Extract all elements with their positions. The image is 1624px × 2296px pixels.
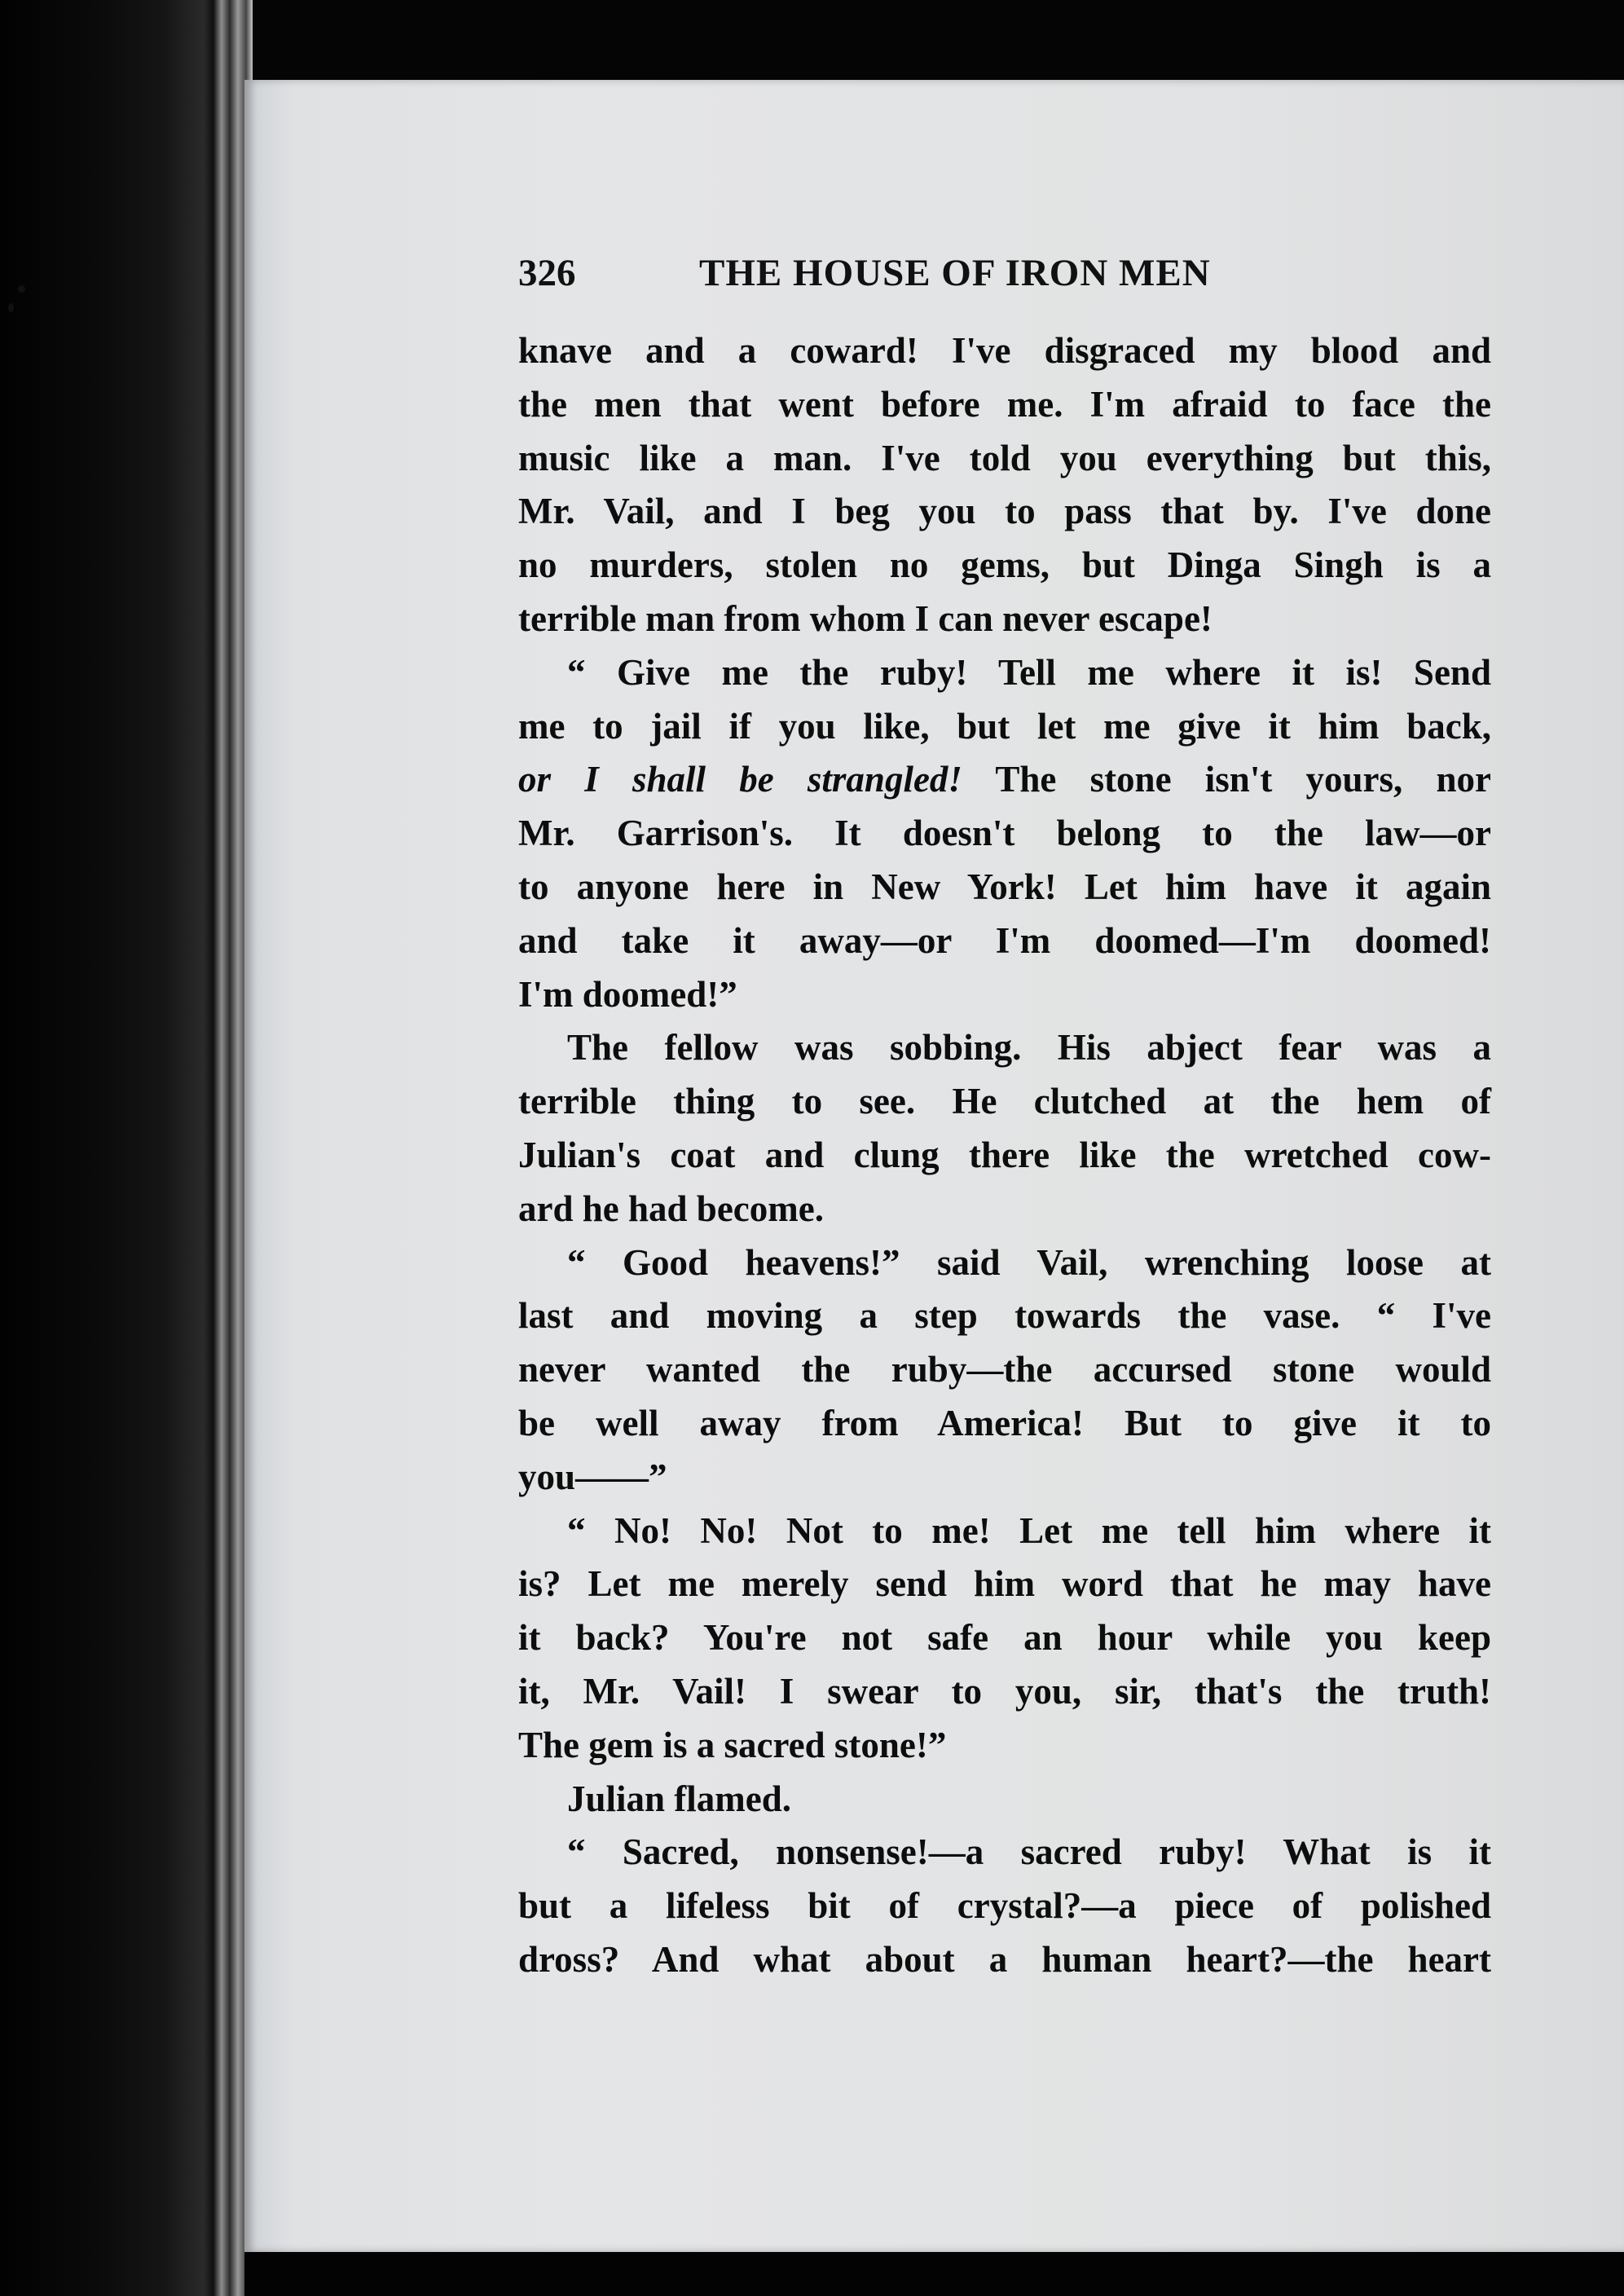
line-text: “ Sacred, nonsense!—a sacred ruby! What is it	[567, 1831, 1491, 1873]
text-line	[518, 378, 1491, 432]
text-line	[518, 1289, 1491, 1343]
text-line	[518, 914, 1491, 968]
line-text: knave and a coward! I've disgraced my blood and	[518, 330, 1491, 371]
line-text: the men that went before me. I'm afraid to face the	[518, 383, 1491, 425]
text-line	[518, 1558, 1491, 1611]
text-line	[518, 1236, 1491, 1290]
text-line	[518, 1773, 1491, 1827]
page-number: 326	[518, 252, 576, 294]
line-text: and take it away—or I'm doomed—I'm doomed!	[518, 919, 1491, 961]
text-line	[518, 1397, 1491, 1451]
line-text: to anyone here in New York! Let him have it again	[518, 866, 1491, 907]
text-line	[518, 324, 1491, 378]
line-text: ard he had become.	[518, 1188, 824, 1229]
line-text: me to jail if you like, but let me give it him back,	[518, 705, 1491, 747]
line-text: Julian's coat and clung there like the wretched cow-	[518, 1134, 1491, 1175]
text-line	[518, 1719, 1491, 1773]
text-line	[518, 1343, 1491, 1397]
text-line	[518, 1933, 1491, 1987]
line-text: “ Give me the ruby! Tell me where it is! Send	[567, 651, 1491, 693]
line-text: terrible man from whom I can never escape!	[518, 597, 1212, 639]
text-line	[518, 1880, 1491, 1933]
line-text: I'm doomed!”	[518, 973, 737, 1015]
line-text: dross? And what about a human heart?—the heart	[518, 1938, 1491, 1980]
line-text: Mr. Vail, and I beg you to pass that by. I've done	[518, 491, 1491, 532]
text-line	[518, 807, 1491, 861]
text-line	[518, 1183, 1491, 1236]
line-text: Mr. Garrison's. It doesn't belong to the law—or	[518, 813, 1491, 854]
text-line	[518, 646, 1491, 700]
line-text: is? Let me merely send him word that he may have	[518, 1563, 1491, 1605]
line-text: no murders, stolen no gems, but Dinga Singh is a	[518, 544, 1491, 586]
italic-phrase: or I shall be strangled!	[518, 759, 962, 800]
line-text: “ Good heavens!” said Vail, wrenching loose at	[567, 1241, 1491, 1283]
text-line	[518, 539, 1491, 593]
text-line	[518, 1611, 1491, 1665]
text-line	[518, 1129, 1491, 1183]
line-text: terrible thing to see. He clutched at the hem of	[518, 1081, 1491, 1122]
text-line	[518, 968, 1491, 1022]
text-line	[518, 1665, 1491, 1719]
line-text: it back? You're not safe an hour while you keep	[518, 1617, 1491, 1659]
page-bottom-shadow	[244, 2252, 1624, 2296]
book-spine-edge	[0, 0, 253, 2296]
line-text: “ No! No! Not to me! Let me tell him where it	[567, 1509, 1491, 1551]
text-line	[518, 1451, 1491, 1505]
line-text: never wanted the ruby—the accursed stone would	[518, 1349, 1491, 1390]
text-line	[518, 861, 1491, 914]
line-text: Julian flamed.	[567, 1778, 792, 1819]
line-text: you——”	[518, 1456, 667, 1497]
text-line	[518, 1021, 1491, 1075]
line-text: be well away from America! But to give it to	[518, 1402, 1491, 1443]
line-text: The stone isn't yours, nor	[962, 759, 1491, 800]
text-line	[518, 485, 1491, 539]
text-line	[518, 753, 1491, 807]
text-line	[518, 700, 1491, 754]
text-line	[518, 1826, 1491, 1880]
running-header	[518, 251, 1496, 300]
text-line	[518, 593, 1491, 646]
line-text: music like a man. I've told you everything but this,	[518, 437, 1491, 478]
dust-speck	[8, 303, 14, 312]
line-text: The fellow was sobbing. His abject fear was a	[567, 1027, 1491, 1069]
line-text: last and moving a step towards the vase. “ I've	[518, 1295, 1491, 1337]
line-text: but a lifeless bit of crystal?—a piece of polished	[518, 1885, 1491, 1927]
text-line	[518, 1505, 1491, 1558]
text-line	[518, 1075, 1491, 1129]
running-title: THE HOUSE OF IRON MEN	[699, 252, 1211, 294]
body-text	[518, 324, 1491, 1987]
dust-speck	[18, 285, 25, 293]
text-line	[518, 432, 1491, 486]
line-text: it, Mr. Vail! I swear to you, sir, that's the truth!	[518, 1670, 1491, 1712]
line-text: The gem is a sacred stone!”	[518, 1724, 947, 1765]
